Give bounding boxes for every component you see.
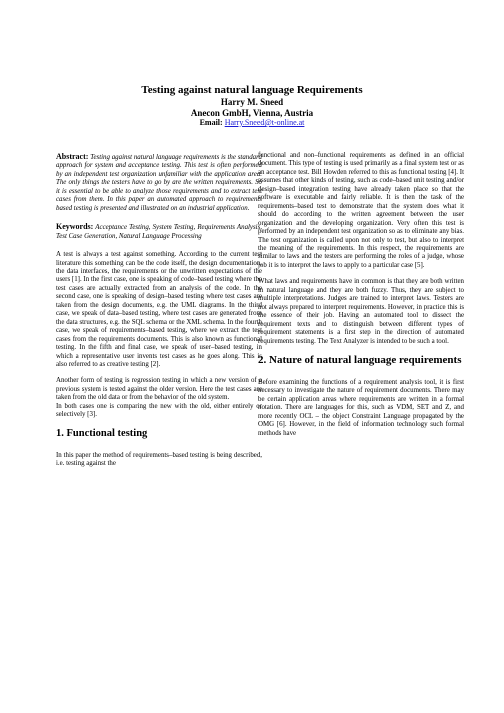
- email-label: Email:: [199, 118, 225, 127]
- section-heading-nature: 2. Nature of natural language requirements: [258, 353, 462, 366]
- abstract-label: Abstract:: [56, 152, 89, 161]
- left-column: [56, 153, 262, 469]
- abstract-text: Testing against natural language requirements is the standard approach for system and acceptance testing. This test is often performed by an independent test organization unfamiliar with the application area. The only things the testers have to go by are the written requirements. So it is essential to be able to analyze those requirements and to extract test cases from them. In this paper an automated approach to requirements based testing is presented and illustrated on an industrial application.: [56, 154, 262, 212]
- keywords-label: Keywords:: [56, 222, 94, 232]
- paper-header: [40, 84, 464, 128]
- regression-paragraph-cont: In both cases one is comparing the new with the old, either entirely or selectively [3].: [56, 402, 262, 419]
- keywords: [56, 223, 262, 241]
- paper-title: Testing against natural language Requirements: [141, 84, 363, 96]
- functional-testing-paragraph: In this paper the method of requirements–based testing is being described, i.e. testing against the: [56, 451, 262, 468]
- functional-continued-paragraph: functional and non–functional requirements as defined in an official document. This type of testing is used primarily as a final system test or as an acceptance test. Bill Howden referred to this as functional testing [4]. It assumes that other kinds of testing, such as code–based unit testing and/or design–based integration testing have already taken place so that the software is executable and fairly reliable. It is then the task of the requirements–based test to demonstrate that the system does what it should do according to the written agreement between the user organization and the developing organization. Very often this test is performed by an independent test organization so as to eliminate any bias. The test organization is called upon not only to test, but also to interpret the meaning of the requirements. In this respect, the requirements are similar to laws and the testers are performing the roles of a judge, whose job it is to interpret the laws to apply to a particular case [5].: [258, 152, 464, 269]
- author-name: Harry M. Sneed: [220, 97, 284, 107]
- nature-paragraph: Before examining the functions of a requirement analysis tool, it is first necessary to investigate the nature of requirement documents. There may be certain application areas where requirements are written in a formal notation. There are languages for this, such as VDM, SET and Z, and more recently OCL – the object Constraint Language propagated by the OMG [6]. However, in the field of information technology such formal methods have: [258, 378, 464, 437]
- keywords-text: Acceptance Testing, System Testing, Requirements Analysis, Test Case Generation, Natural Language Processing: [56, 224, 262, 240]
- laws-requirements-paragraph: What laws and requirements have in common is that they are both written in natural language and they are both fuzzy. Thus, they are subject to multiple interpretations. Judges are trained to interpret laws. Testers are not always prepared to interpret requirements. However, in practice this is the essence of their job. Having an automated tool to dissect the requirement texts and to distinguish between different types of requirement statements is a first step in the direction of automated requirements testing. The Text Analyzer is intended to be such a tool.: [258, 278, 464, 345]
- email-link[interactable]: Harry.Sneed@t-online.at: [224, 118, 305, 127]
- intro-paragraph: A test is always a test against something. According to the current test literature this something can be the code itself, the design documentation, the data interfaces, the requirements or the unwritten expectations of the users [1]. In the first case, one is speaking of code–based testing where the test cases are actually extracted from an analysis of the code. In the second case, one is speaking of design–based testing where test cases are taken from the design documents, e.g. the UML diagrams. In the third case, we speak of data–based testing, where test cases are generated from the data structures, e.g. the SQL schema or the XML schema. In the fourth case, we speak of requirements–based testing, where we extract the test cases from the requirements documents. This is also known as functional testing. In the fifth and final case, we speak of user–based testing, in which a representative user invents test cases as he goes along. This is also referred to as creative testing [2].: [56, 251, 262, 368]
- abstract: [56, 153, 262, 213]
- regression-paragraph: Another form of testing is regression testing in which a new version of a previous system is tested against the older version. Here the test cases are taken from the old data or from the behavior of the old system.: [56, 377, 262, 402]
- author-affiliation: Anecon GmbH, Vienna, Austria: [190, 107, 314, 118]
- author-email: [40, 118, 464, 128]
- section-heading-functional-testing: 1. Functional testing: [56, 427, 148, 439]
- right-column: [258, 152, 464, 438]
